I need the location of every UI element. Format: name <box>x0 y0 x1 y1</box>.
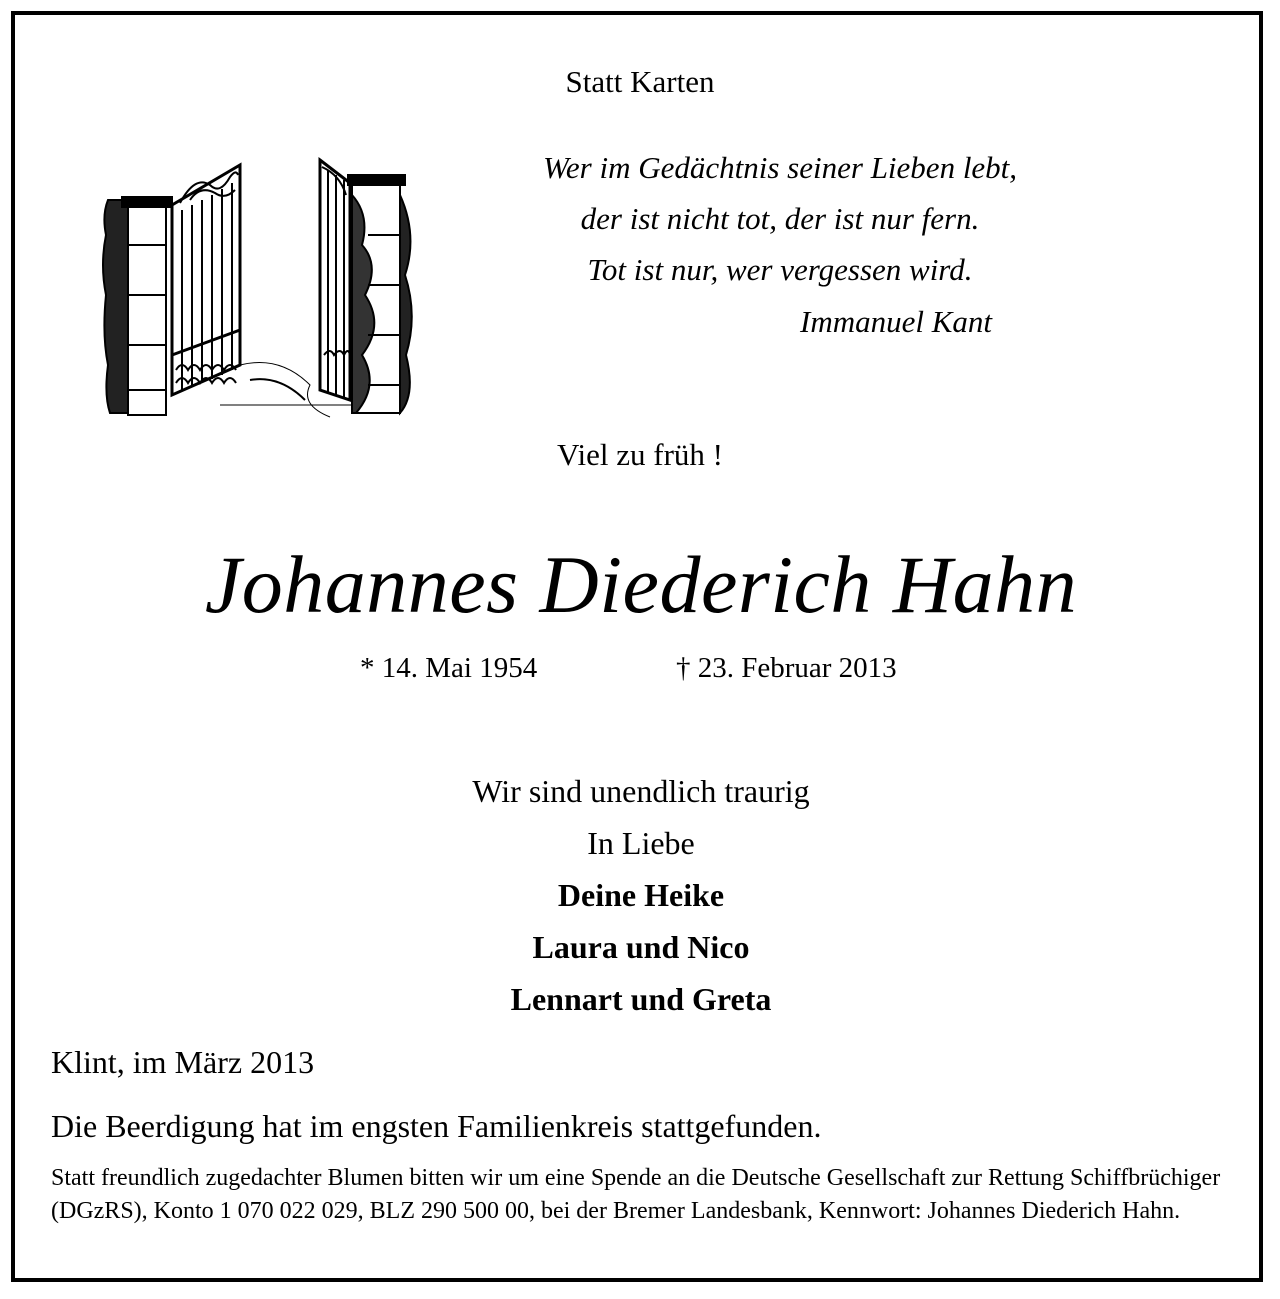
closing-line-2: In Liebe <box>587 825 695 861</box>
header-text: Statt Karten <box>565 64 715 99</box>
quote-line-3: Tot ist nur, wer vergessen wird. <box>587 252 973 287</box>
subtitle-text: Viel zu früh ! <box>557 437 723 472</box>
mourner-1: Deine Heike <box>557 877 725 913</box>
mourner-3: Lennart und Greta <box>510 981 772 1017</box>
deceased-name: Johannes Diederich Hahn <box>204 539 1078 630</box>
garden-gate-illustration <box>100 155 418 420</box>
place-date: Klint, im März 2013 <box>51 1044 315 1080</box>
closing-line-1: Wir sind unendlich traurig <box>472 773 810 809</box>
birth-date: * 14. Mai 1954 <box>360 652 538 684</box>
mourner-2: Laura und Nico <box>532 929 750 965</box>
donation-note: Statt freundlich zugedachter Blumen bitten wir um eine Spende an die Deutsche Gesellschaft zur Rettung Schiffbrüchiger (DGzRS), Konto 1 070 022 029, BLZ 290 500 00, bei der Bremer Landesbank, Kennwort: Johannes Diederich Hahn. <box>51 1165 1221 1224</box>
funeral-note: Die Beerdigung hat im engsten Familienkreis stattgefunden. <box>51 1108 822 1144</box>
quote-author: Immanuel Kant <box>800 304 993 339</box>
death-date: † 23. Februar 2013 <box>676 652 897 684</box>
quote-line-1: Wer im Gedächtnis seiner Lieben lebt, <box>542 150 1018 185</box>
quote-line-2: der ist nicht tot, der ist nur fern. <box>580 201 980 236</box>
